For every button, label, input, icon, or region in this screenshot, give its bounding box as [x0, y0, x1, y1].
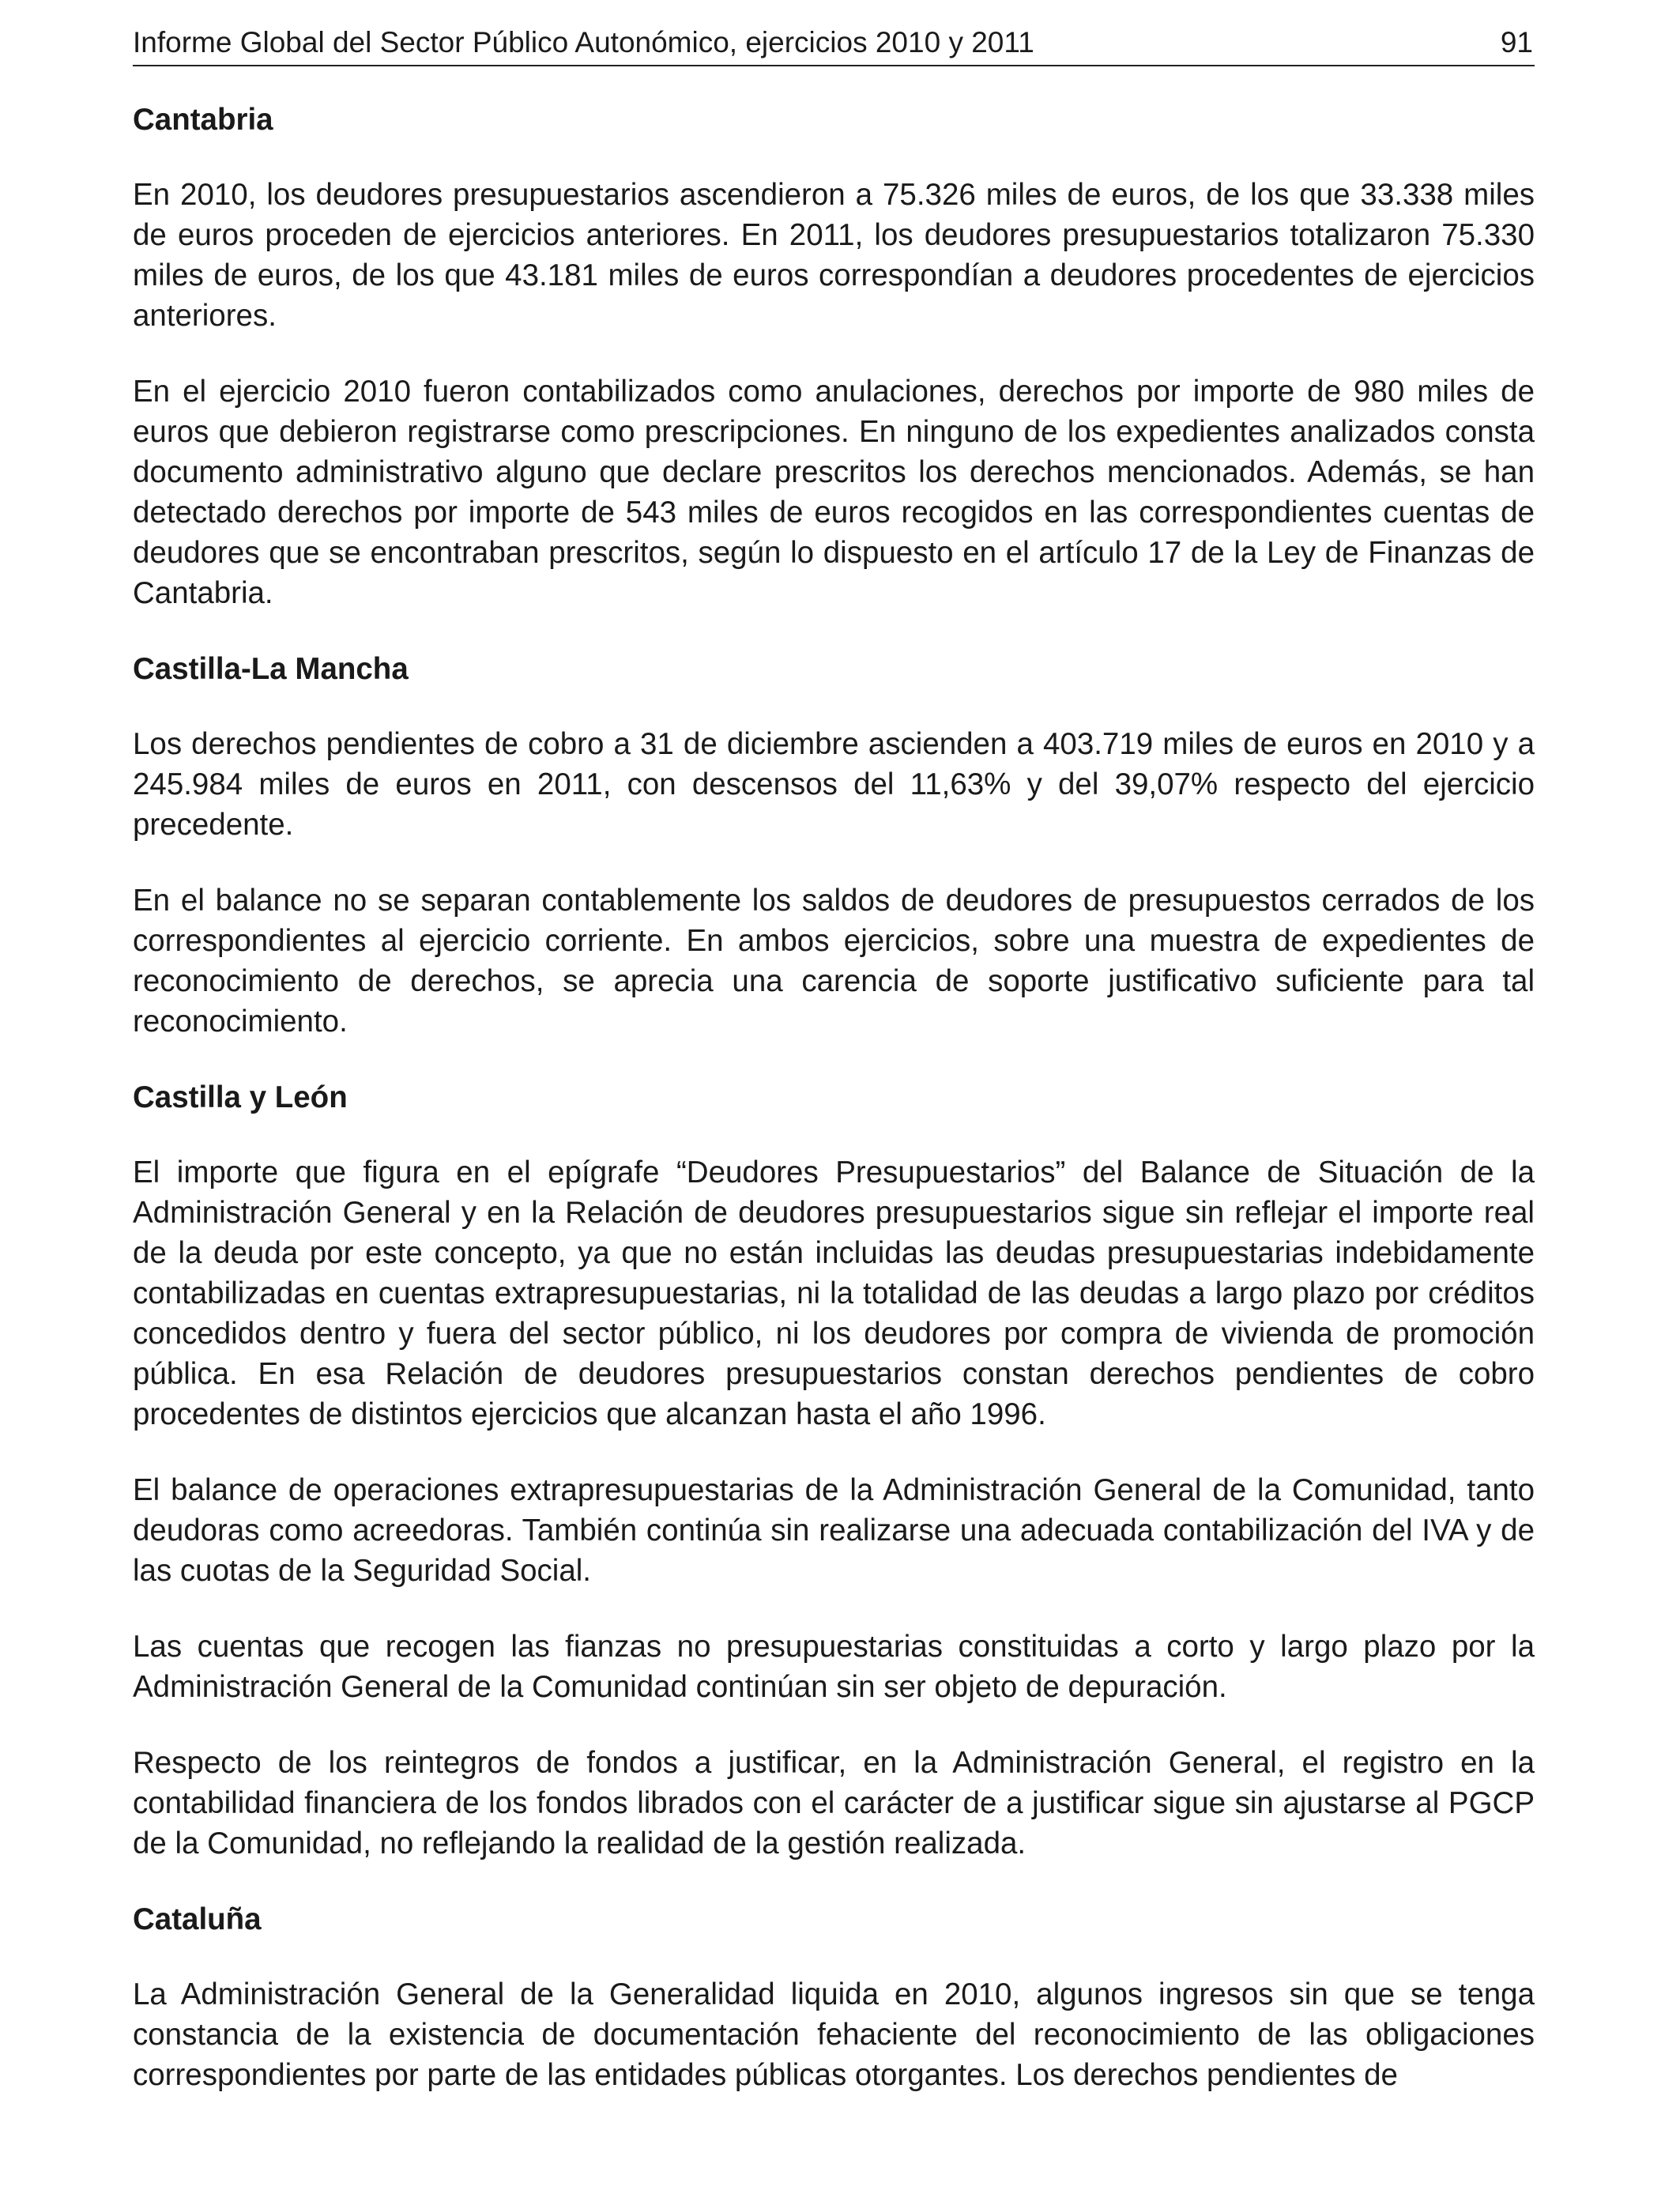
running-header: [133, 21, 1535, 66]
paragraph: En 2010, los deudores presupuestarios ascendieron a 75.326 miles de euros, de los que 33.338 miles de euros proceden de ejercicios anteriores. En 2011, los deudores presupuestarios totalizaron 75.330 miles de euros, de los que 43.181 miles de euros correspondían a deudores procedentes de ejercicios anteriores.: [133, 178, 1535, 333]
section-heading: Castilla y León: [133, 1080, 348, 1114]
section-cataluna: [133, 1899, 1535, 2095]
paragraph: En el ejercicio 2010 fueron contabilizados como anulaciones, derechos por importe de 980 miles de euros que debieron registrarse como prescripciones. En ninguno de los expedientes analizados consta documento administrativo alguno que declare prescritos los derechos mencionados. Además, se han detectado derechos por importe de 543 miles de euros recogidos en las correspondientes cuentas de deudores que se encontraban prescritos, según lo dispuesto en el artículo 17 de la Ley de Finanzas de Cantabria.: [133, 375, 1535, 610]
header-title: Informe Global del Sector Público Autonómico, ejercicios 2010 y 2011: [133, 26, 1034, 58]
section-castilla-y-leon: [133, 1077, 1535, 1864]
paragraph: Los derechos pendientes de cobro a 31 de diciembre ascienden a 403.719 miles de euros en 2010 y a 245.984 miles de euros en 2011, con descensos del 11,63% y del 39,07% respecto del ejercicio precedente.: [133, 727, 1535, 842]
paragraph: El balance de operaciones extrapresupuestarias de la Administración General de la Comunidad, tanto deudoras como acreedoras. También continúa sin realizarse una adecuada contabilización del IVA y de las cuotas de la Seguridad Social.: [133, 1473, 1535, 1588]
paragraph: El importe que figura en el epígrafe “Deudores Presupuestarios” del Balance de Situación de la Administración General y en la Relación de deudores presupuestarios sigue sin reflejar el importe real de la deuda por este concepto, ya que no están incluidas las deudas presupuestarias indebidamente contabilizadas en cuentas extrapresupuestarias, ni la totalidad de las deudas a largo plazo por créditos concedidos dentro y fuera del sector público, ni los deudores por compra de vivienda de promoción pública. En esa Relación de deudores presupuestarios constan derechos pendientes de cobro procedentes de distintos ejercicios que alcanzan hasta el año 1996.: [133, 1155, 1535, 1431]
section-heading: Castilla-La Mancha: [133, 652, 409, 686]
paragraph: Respecto de los reintegros de fondos a justificar, en la Administración General, el registro en la contabilidad financiera de los fondos librados con el carácter de a justificar sigue sin ajustarse al PGCP de la Comunidad, no reflejando la realidad de la gestión realizada.: [133, 1746, 1535, 1860]
paragraph: Las cuentas que recogen las fianzas no presupuestarias constituidas a corto y largo plazo por la Administración General de la Comunidad continúan sin ser objeto de depuración.: [133, 1630, 1535, 1704]
page-number: 91: [1500, 26, 1533, 58]
paragraph: La Administración General de la Generalidad liquida en 2010, algunos ingresos sin que se tenga constancia de la existencia de documentación fehaciente del reconocimiento de las obligaciones correspondientes por parte de las entidades públicas otorgantes. Los derechos pendientes de: [133, 1977, 1535, 2092]
section-castilla-la-mancha: [133, 649, 1535, 1042]
section-cantabria: [133, 100, 1535, 613]
document-body: [133, 100, 1535, 2095]
section-heading: Cataluña: [133, 1902, 262, 1936]
section-heading: Cantabria: [133, 103, 273, 137]
paragraph: En el balance no se separan contablemente los saldos de deudores de presupuestos cerrados de los correspondientes al ejercicio corriente. En ambos ejercicios, sobre una muestra de expedientes de reconocimiento de derechos, se aprecia una carencia de soporte justificativo suficiente para tal reconocimiento.: [133, 884, 1535, 1039]
